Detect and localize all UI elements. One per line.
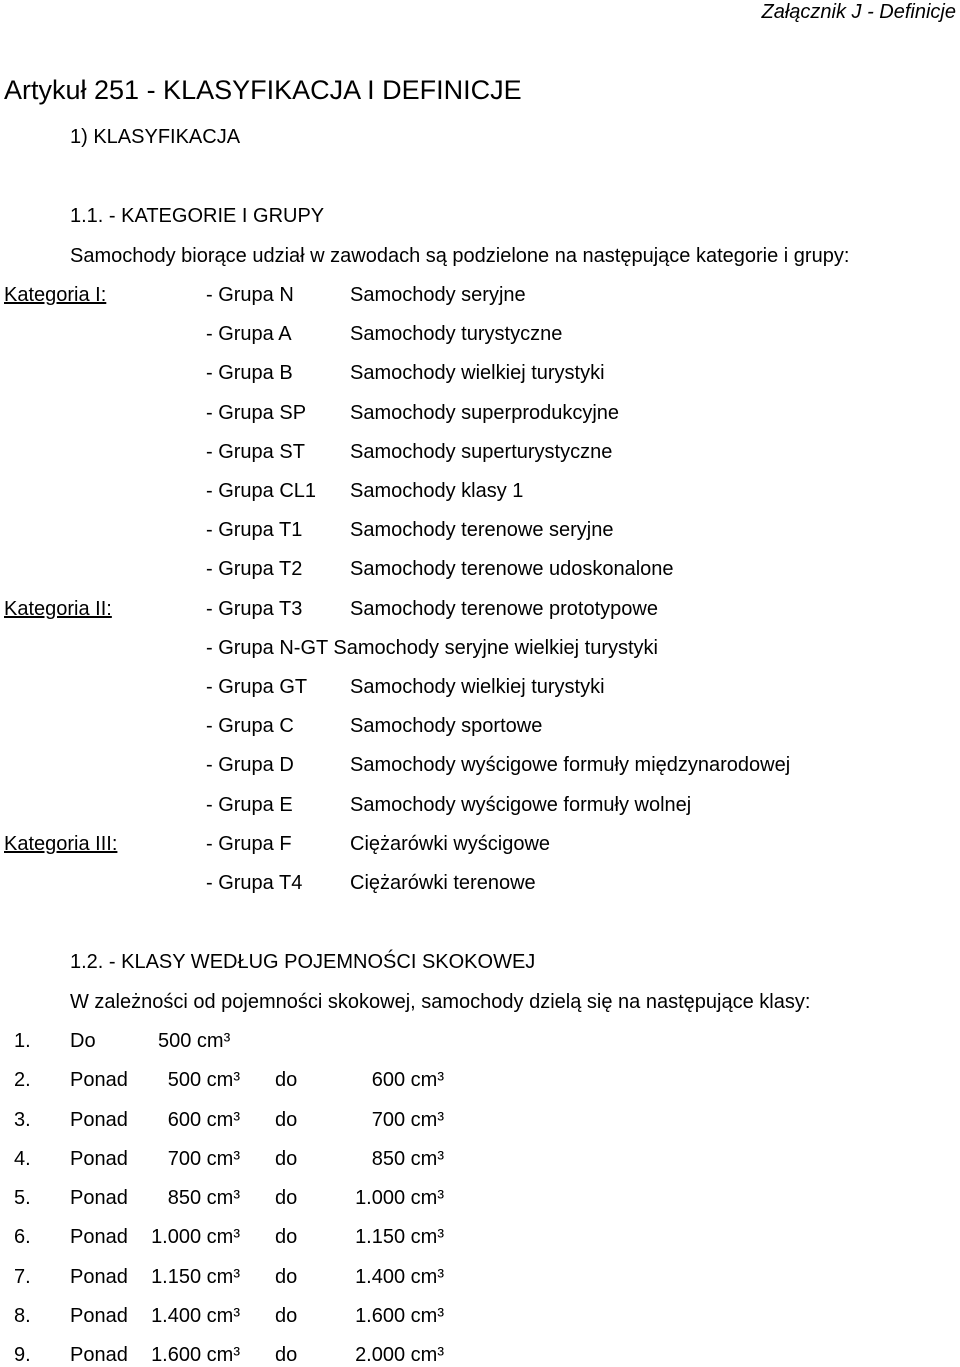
group-description: Samochody wielkiej turystyki: [350, 362, 605, 385]
group-code: - Grupa CL1: [206, 480, 317, 502]
section-heading: 1) KLASYFIKACJA: [70, 126, 241, 148]
group-description: Samochody klasy 1: [350, 480, 524, 502]
class-prefix: Ponad: [70, 1226, 128, 1249]
class-prefix: Ponad: [70, 1108, 128, 1131]
class-to: 1.150 cm³: [355, 1226, 444, 1249]
class-prefix: Ponad: [70, 1265, 128, 1288]
class-to: 2.000 cm³: [355, 1344, 444, 1366]
group-code: - Grupa T3: [206, 597, 303, 620]
group-row: [0, 518, 960, 542]
class-to: 700 cm³: [371, 1108, 444, 1131]
group-row: [0, 361, 960, 385]
class-do: do: [275, 1226, 298, 1249]
class-to: 1.000 cm³: [355, 1187, 444, 1209]
page-title: Artykuł 251 - KLASYFIKACJA I DEFINICJE: [4, 75, 522, 105]
group-description: Samochody wyścigowe formuły międzynarodowej: [350, 754, 791, 777]
class-prefix: Ponad: [70, 1147, 128, 1170]
class-number: 4.: [14, 1147, 31, 1170]
group-row: [0, 401, 960, 425]
group-code: - Grupa F: [206, 832, 292, 855]
class-row: [0, 1029, 960, 1053]
group-description: Ciężarówki wyścigowe: [350, 832, 551, 855]
class-number: 7.: [14, 1265, 31, 1288]
group-description: Samochody turystyczne: [350, 323, 563, 346]
class-from: 850 cm³: [167, 1187, 240, 1209]
group-code: - Grupa D: [206, 754, 294, 777]
class-number: 9.: [14, 1344, 31, 1366]
group-row: [0, 832, 960, 856]
class-from: 1.400 cm³: [151, 1304, 240, 1327]
class-row: [0, 1225, 960, 1249]
group-row: [0, 793, 960, 817]
group-code: - Grupa N-GT Samochody seryjne wielkiej turystyki: [206, 636, 658, 659]
header-note: Załącznik J - Definicje: [761, 1, 956, 23]
class-from: 500 cm³: [158, 1030, 231, 1052]
group-description: Samochody seryjne: [350, 284, 526, 306]
class-do: do: [275, 1265, 298, 1288]
group-description: Samochody wielkiej turystyki: [350, 676, 605, 698]
class-do: do: [275, 1108, 298, 1131]
group-code: - Grupa B: [206, 362, 293, 385]
group-row: [0, 440, 960, 464]
group-code: - Grupa C: [206, 715, 294, 738]
group-row: [0, 675, 960, 699]
class-row: [0, 1265, 960, 1289]
group-code: - Grupa A: [206, 323, 292, 346]
class-to: 600 cm³: [371, 1069, 444, 1092]
class-prefix: Ponad: [70, 1069, 128, 1092]
class-row: [0, 1186, 960, 1210]
group-description: Samochody sportowe: [350, 715, 543, 738]
classes-intro: W zależności od pojemności skokowej, samochody dzielą się na następujące klasy:: [70, 991, 811, 1013]
class-number: 5.: [14, 1187, 31, 1209]
categories-intro: Samochody biorące udział w zawodach są podzielone na następujące kategorie i grupy:: [70, 245, 850, 267]
class-do: do: [275, 1344, 298, 1366]
group-code: - Grupa T4: [206, 872, 303, 894]
class-do: do: [275, 1304, 298, 1327]
subsection-heading-categories: 1.1. - KATEGORIE I GRUPY: [70, 205, 325, 227]
class-to: 1.600 cm³: [355, 1304, 444, 1327]
subsection-heading-classes: 1.2. - KLASY WEDŁUG POJEMNOŚCI SKOKOWEJ: [70, 951, 536, 973]
group-row: [0, 283, 960, 307]
class-from: 500 cm³: [167, 1069, 240, 1092]
group-row: [0, 753, 960, 777]
group-code: - Grupa N: [206, 284, 294, 306]
category-label: Kategoria III:: [4, 832, 118, 855]
class-row: [0, 1068, 960, 1092]
group-code: - Grupa GT: [206, 676, 308, 698]
class-from: 1.150 cm³: [151, 1265, 240, 1288]
group-description: Samochody superprodukcyjne: [350, 401, 620, 424]
class-from: 700 cm³: [167, 1147, 240, 1170]
group-code: - Grupa E: [206, 793, 293, 816]
class-number: 3.: [14, 1108, 31, 1131]
class-do: do: [275, 1147, 298, 1170]
class-number: 8.: [14, 1304, 31, 1327]
class-from: 1.000 cm³: [151, 1226, 240, 1249]
group-description: Samochody terenowe seryjne: [350, 519, 614, 542]
class-row: [0, 1343, 960, 1367]
group-row: [0, 322, 960, 346]
group-row: [0, 479, 960, 503]
group-description: Samochody wyścigowe formuły wolnej: [350, 793, 692, 816]
class-number: 6.: [14, 1226, 31, 1249]
class-do: do: [275, 1187, 298, 1209]
class-do: do: [275, 1069, 298, 1092]
class-row: [0, 1147, 960, 1171]
group-code: - Grupa SP: [206, 401, 307, 424]
group-code: - Grupa T2: [206, 558, 303, 581]
class-row: [0, 1108, 960, 1132]
class-number: 2.: [14, 1069, 31, 1092]
group-row: [0, 714, 960, 738]
group-description: Ciężarówki terenowe: [350, 872, 536, 894]
class-prefix: Ponad: [70, 1344, 128, 1366]
group-row: [0, 557, 960, 581]
class-prefix: Do: [70, 1030, 96, 1052]
class-from: 1.600 cm³: [151, 1344, 240, 1366]
group-description: Samochody superturystyczne: [350, 440, 613, 463]
class-to: 1.400 cm³: [355, 1265, 444, 1288]
category-label: Kategoria I:: [4, 284, 107, 306]
group-description: Samochody terenowe prototypowe: [350, 597, 658, 620]
group-row: [0, 597, 960, 621]
class-from: 600 cm³: [167, 1108, 240, 1131]
group-code: - Grupa ST: [206, 440, 305, 463]
class-to: 850 cm³: [371, 1147, 444, 1170]
class-row: [0, 1304, 960, 1328]
group-row: [0, 871, 960, 895]
group-code: - Grupa T1: [206, 519, 303, 542]
class-prefix: Ponad: [70, 1187, 128, 1209]
class-prefix: Ponad: [70, 1304, 128, 1327]
class-number: 1.: [14, 1030, 31, 1052]
category-label: Kategoria II:: [4, 597, 112, 620]
group-row: [0, 636, 960, 660]
group-description: Samochody terenowe udoskonalone: [350, 558, 674, 581]
